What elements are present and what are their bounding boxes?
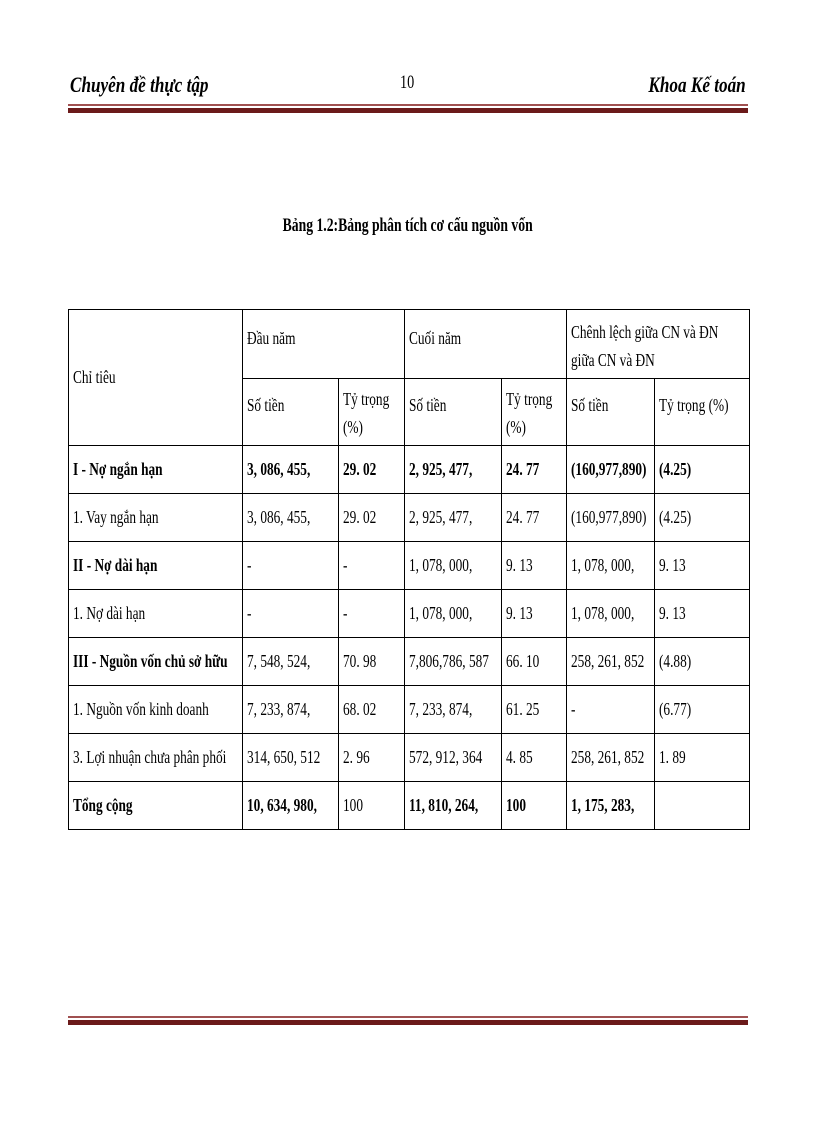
table-cell: (160,977,890) <box>567 494 655 542</box>
table-cell: (4.88) <box>655 638 750 686</box>
table-cell: 1, 078, 000, <box>567 590 655 638</box>
table-cell: 100 <box>339 782 405 830</box>
table-cell: (4.25) <box>655 494 750 542</box>
table-cell: 1, 078, 000, <box>405 590 502 638</box>
table-cell: (6.77) <box>655 686 750 734</box>
table-cell: 258, 261, 852 <box>567 638 655 686</box>
table-cell: 9. 13 <box>655 542 750 590</box>
table-cell: - <box>339 542 405 590</box>
table-cell: 2, 925, 477, <box>405 446 502 494</box>
table-cell: Tổng cộng <box>69 782 243 830</box>
table-cell: 3, 086, 455, <box>243 494 339 542</box>
table-cell: 1, 078, 000, <box>405 542 502 590</box>
table-cell: 24. 77 <box>502 446 567 494</box>
group-dau-nam: Đầu năm <box>243 310 405 379</box>
table-cell: 9. 13 <box>502 542 567 590</box>
table-row <box>69 686 750 734</box>
group-cuoi-nam: Cuối năm <box>405 310 567 379</box>
table-cell: 29. 02 <box>339 494 405 542</box>
table-cell: 4. 85 <box>502 734 567 782</box>
table-cell: - <box>339 590 405 638</box>
table-row <box>69 494 750 542</box>
table-cell: 100 <box>502 782 567 830</box>
table-cell: 10, 634, 980, <box>243 782 339 830</box>
table-cell: 1, 175, 283, <box>567 782 655 830</box>
table-cell: 572, 912, 364 <box>405 734 502 782</box>
header-right-title: Khoa Kế toán <box>648 72 746 97</box>
total-row <box>69 782 750 830</box>
table-cell: II - Nợ dài hạn <box>69 542 243 590</box>
header-left-title: Chuyên đề thực tập <box>70 72 209 97</box>
table-cell: (160,977,890) <box>567 446 655 494</box>
sub-dn-so-tien: Số tiền <box>243 379 339 446</box>
table-cell: 68. 02 <box>339 686 405 734</box>
sub-cn-ty-trong: Tỷ trọng (%) <box>502 379 567 446</box>
table-caption: Bảng 1.2:Bảng phân tích cơ cấu nguồn vốn <box>282 215 534 236</box>
table-cell: 1. Nguồn vốn kinh doanh <box>69 686 243 734</box>
table-cell: 7, 233, 874, <box>243 686 339 734</box>
table-cell: - <box>567 686 655 734</box>
sub-cl-ty-trong: Tỷ trọng (%) <box>655 379 750 446</box>
table-cell: 11, 810, 264, <box>405 782 502 830</box>
table-cell: 258, 261, 852 <box>567 734 655 782</box>
table-cell: 1. Nợ dài hạn <box>69 590 243 638</box>
table-cell: 66. 10 <box>502 638 567 686</box>
table-cell: 314, 650, 512 <box>243 734 339 782</box>
table-cell: - <box>243 542 339 590</box>
table-cell: 1. 89 <box>655 734 750 782</box>
table-row <box>69 446 750 494</box>
table-cell: 7, 233, 874, <box>405 686 502 734</box>
sub-cl-so-tien: Số tiền <box>567 379 655 446</box>
table-cell: 1, 078, 000, <box>567 542 655 590</box>
table-row <box>69 590 750 638</box>
footer-rule <box>68 1016 748 1025</box>
table-cell: 7, 548, 524, <box>243 638 339 686</box>
table-cell: 61. 25 <box>502 686 567 734</box>
table-cell: 3. Lợi nhuận chưa phân phối <box>69 734 243 782</box>
group-chenh-lech: Chênh lệch giữa CN và ĐN giữa CN và ĐN <box>567 310 750 379</box>
table-cell: - <box>243 590 339 638</box>
table-cell: 2. 96 <box>339 734 405 782</box>
capital-structure-table <box>68 309 750 830</box>
table-cell: I - Nợ ngắn hạn <box>69 446 243 494</box>
sub-dn-ty-trong: Tỷ trọng (%) <box>339 379 405 446</box>
sub-cn-so-tien: Số tiền <box>405 379 502 446</box>
table-row <box>69 638 750 686</box>
table-cell <box>655 782 750 830</box>
table-cell: III - Nguồn vốn chủ sở hữu <box>69 638 243 686</box>
page-number: 10 <box>400 72 415 93</box>
col-chi-tieu: Chỉ tiêu <box>69 310 243 446</box>
table-cell: 29. 02 <box>339 446 405 494</box>
table-cell: (4.25) <box>655 446 750 494</box>
header-rule <box>68 104 748 113</box>
table-cell: 1. Vay ngắn hạn <box>69 494 243 542</box>
table-row <box>69 542 750 590</box>
table-cell: 7,806,786, 587 <box>405 638 502 686</box>
table-cell: 3, 086, 455, <box>243 446 339 494</box>
table-cell: 2, 925, 477, <box>405 494 502 542</box>
table-cell: 9. 13 <box>502 590 567 638</box>
table-cell: 9. 13 <box>655 590 750 638</box>
table-cell: 70. 98 <box>339 638 405 686</box>
table-cell: 24. 77 <box>502 494 567 542</box>
table-row <box>69 734 750 782</box>
header-row-groups <box>69 310 750 379</box>
